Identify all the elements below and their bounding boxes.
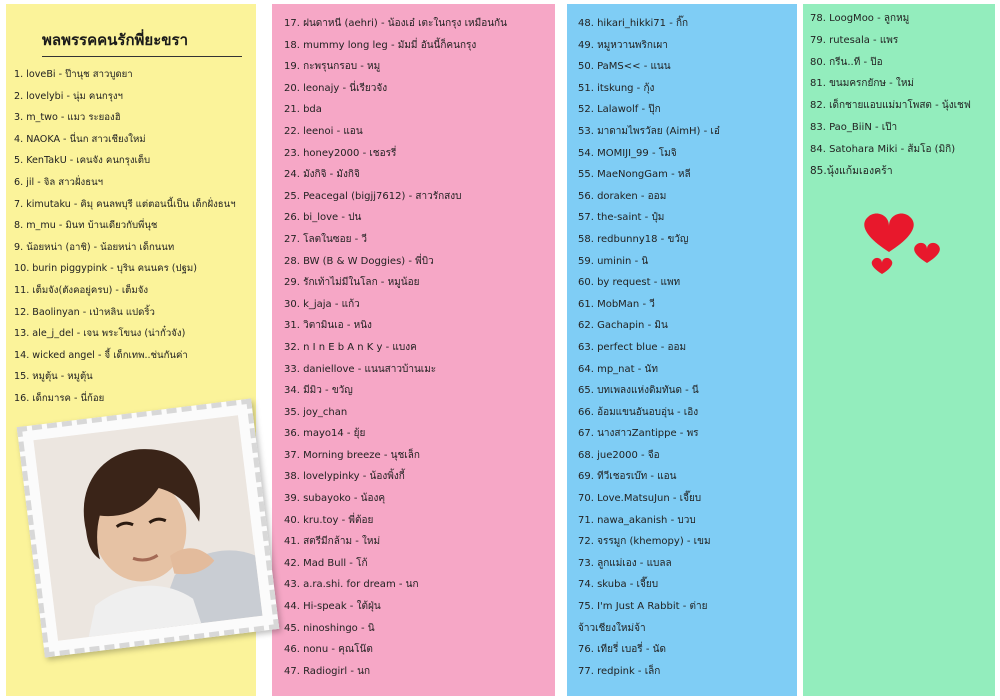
list-item: 61. MobMan - วี: [578, 298, 655, 310]
list-item: 48. hikari_hikki71 - กิ๊ก: [578, 18, 689, 29]
list-item: 52. Lalawolf - ปุ๊ก: [578, 104, 661, 116]
list-item: 16. เด็กมารค - นี่ก้อย: [14, 392, 105, 404]
list-item: 4. NAOKA - นี่นก สาวเชียงใหม่: [14, 133, 146, 145]
member-list-3: [578, 13, 794, 682]
list-item: 8. m_mu - มินท บ้านเดียวกับพี่นุช: [14, 220, 158, 232]
column-pink: [272, 4, 555, 696]
list-item: 44. Hi-speak - ใต้ฝุ่น: [284, 601, 381, 613]
list-item: 26. bi_love - ปน: [284, 212, 362, 224]
list-item: 27. โลตในซอย - วี: [284, 233, 368, 245]
list-item: 70. Love.MatsuJun - เจี๊ยบ: [578, 493, 702, 505]
member-list-2: [284, 13, 548, 682]
list-item: 38. lovelypinky - น้องพิ้งกี้: [284, 471, 405, 483]
list-item: 74. skuba - เจี๊ยบ: [578, 579, 659, 591]
list-item: 60. by request - แพท: [578, 277, 681, 289]
list-item: 11. เต็มจัง(ตังคอยู่ครบ) - เต็มจัง: [14, 284, 149, 296]
list-item: 67. นางสาวZantippe - พร: [578, 428, 699, 440]
list-item: 59. uminin - นิ: [578, 255, 649, 267]
list-item: 63. perfect blue - ออม: [578, 341, 687, 353]
list-item: 72. จรรมูก (khemopy) - เขม: [578, 536, 711, 548]
page-title: พลพรรคคนรักพี่ยะขรา: [42, 28, 242, 57]
list-item: 25. Peacegal (bigjj7612) - สาวรักสงบ: [284, 190, 462, 202]
list-item: 10. burin piggypink - บุริน คนนคร (ปฐม): [14, 263, 197, 275]
list-item: 75. I'm Just A Rabbit - ต่าย: [578, 601, 708, 613]
list-item: 45. ninoshingo - นิ: [284, 622, 375, 634]
list-item: 6. jil - จิล สาวฝั่งธนฯ: [14, 176, 104, 188]
list-item: 5. KenTakU - เคนจัง คนกรุงเต็บ: [14, 155, 151, 167]
list-item: 53. มาดามไพรวัลย (AimH) - เอ๋: [578, 125, 720, 137]
list-item: 22. leenoi - แอน: [284, 125, 363, 137]
list-item: 2. lovelybi - นุ่ม คนกรุงฯ: [14, 90, 123, 102]
list-item: 33. daniellove - แนนสาวบ้านเมะ: [284, 363, 437, 375]
list-item: 7. kimutaku - คิมุ คนลพบุรี แต่ตอนนี้เป็น เด็กฝั่งธนฯ: [14, 198, 236, 210]
list-item: 20. leonajy - นี่เรียวจัง: [284, 82, 388, 94]
list-item: 37. Morning breeze - นุชเล็ก: [284, 449, 420, 461]
list-item: 80. กรีน..ที - ป๊อ: [810, 56, 883, 68]
portrait-photo: [17, 398, 280, 657]
list-item: 85.นุ้งแก้มเองคร้า: [810, 164, 893, 177]
list-item: 41. สตรีมีกล้าม - ใหม่: [284, 536, 381, 548]
list-item: 13. ale_j_del - เจน พระโขนง (น่ากั๋วจัง): [14, 328, 186, 340]
heart-large: [864, 214, 913, 252]
list-item: 55. MaeNongGam - หลี: [578, 169, 691, 181]
list-item: 64. mp_nat - นัท: [578, 363, 658, 375]
list-item: 42. Mad Bull - โก้: [284, 557, 368, 569]
heart-small: [872, 258, 893, 274]
list-item: 77. redpink - เล็ก: [578, 665, 661, 677]
list-item: 68. jue2000 - จือ: [578, 449, 660, 461]
list-item: 15. หมูตุ้น - หมูตุ้น: [14, 371, 93, 383]
list-item: 3. m_two - แมว ระยองฮิ: [14, 112, 121, 124]
list-item: 71. nawa_akanish - บวบ: [578, 514, 696, 526]
list-item: 43. a.ra.shi. for dream - นก: [284, 579, 419, 591]
list-item: 21. bda: [284, 104, 322, 116]
list-item: 76. เทียรี่ เบอรี่ - นัด: [578, 644, 666, 656]
heart-medium: [914, 243, 940, 263]
list-item: 54. MOMIJI_99 - โมจิ: [578, 147, 677, 159]
list-item: 35. joy_chan: [284, 406, 348, 418]
list-item: 49. หมูหวานพริกเผา: [578, 39, 668, 51]
list-item: 18. mummy long leg - มัมมี่ อันนี้ก็คนกรุง: [284, 39, 477, 51]
list-item: 30. k_jaja - แก้ว: [284, 298, 360, 310]
list-item: 57. the-saint - ปุ๋ม: [578, 212, 665, 224]
list-item: 79. rutesala - แพร: [810, 34, 899, 46]
list-item: 73. ลูกแม่เอง - แบลล: [578, 557, 672, 569]
list-item: 40. kru.toy - พี่ต้อย: [284, 514, 374, 526]
list-item: 1. loveBi - ป๊านุช สาวบูดยา: [14, 69, 133, 80]
list-item: 78. LoogMoo - ลูกหมู: [810, 13, 910, 24]
list-item: 29. รักเท้าไม่มีในโลก - หมูน้อย: [284, 277, 420, 289]
list-item: 36. mayo14 - ยุ้ย: [284, 428, 366, 440]
member-list-4: [810, 8, 992, 182]
list-item: 47. Radiogirl - นก: [284, 665, 371, 677]
list-item: 50. PaMS<< - แนน: [578, 61, 671, 73]
list-item: จ้าวเชียงใหม่จ้า: [578, 622, 646, 634]
list-item: 51. itskung - กุ้ง: [578, 82, 655, 94]
list-item: 34. มีมิว - ขวัญ: [284, 385, 353, 397]
list-item: 39. subayoko - น้องคุ: [284, 493, 386, 505]
hearts-graphic: [855, 210, 945, 280]
portrait-illustration: [33, 415, 262, 641]
list-item: 17. ฝนดาหนี (aehri) - น้องเอ๋ เตะในกรุง เหมือนกัน: [284, 18, 507, 29]
list-item: 32. n I n E b A n K y - แบงค: [284, 341, 417, 353]
list-item: 14. wicked angel - จี้ เด็กเทพ..ช่นกันค่า: [14, 349, 188, 361]
column-blue: [567, 4, 797, 696]
list-item: 69. ทีวีเชอรเบ๊ท - แอน: [578, 471, 677, 483]
list-item: 84. Satohara Miki - ส้มโอ (มิกิ): [810, 143, 956, 155]
list-item: 46. nonu - คุณโน๊ต: [284, 644, 373, 656]
list-item: 62. Gachapin - มิน: [578, 320, 668, 332]
list-item: 12. Baolinyan - เป่าหลิน แปดริ้ว: [14, 306, 155, 318]
list-item: 23. honey2000 - เชอรรี่: [284, 147, 397, 159]
list-item: 82. เด็กชายแอบแม่มาโพสต - นุ้งเชฟ: [810, 100, 971, 112]
column-green: [803, 4, 995, 696]
list-item: 81. ขนมครกยักษ - ใหม่: [810, 78, 914, 90]
list-item: 19. กะพรุนกรอบ - หมู: [284, 61, 381, 73]
list-item: 83. Pao_BiiN - เป๊า: [810, 121, 898, 133]
list-item: 66. อ้อมแขนอันอบอุ่น - เอิง: [578, 406, 699, 418]
member-list-1: [14, 64, 250, 410]
photo-image: [33, 415, 262, 641]
list-item: 24. มังกิจิ - มังกิจิ: [284, 169, 360, 181]
list-item: 31. วิตามินเอ - หนิง: [284, 320, 372, 332]
list-item: 56. doraken - ออม: [578, 190, 667, 202]
hearts-icon: [855, 210, 945, 280]
list-item: 28. BW (B & W Doggies) - พี่บิว: [284, 255, 434, 267]
list-item: 58. redbunny18 - ขวัญ: [578, 233, 689, 245]
list-item: 65. บทเพลงแห่งดิมทันด - นี: [578, 385, 699, 397]
list-item: 9. น้อยหน่า (อาชิ) - น้อยหน่า เด็กนนท: [14, 241, 175, 253]
